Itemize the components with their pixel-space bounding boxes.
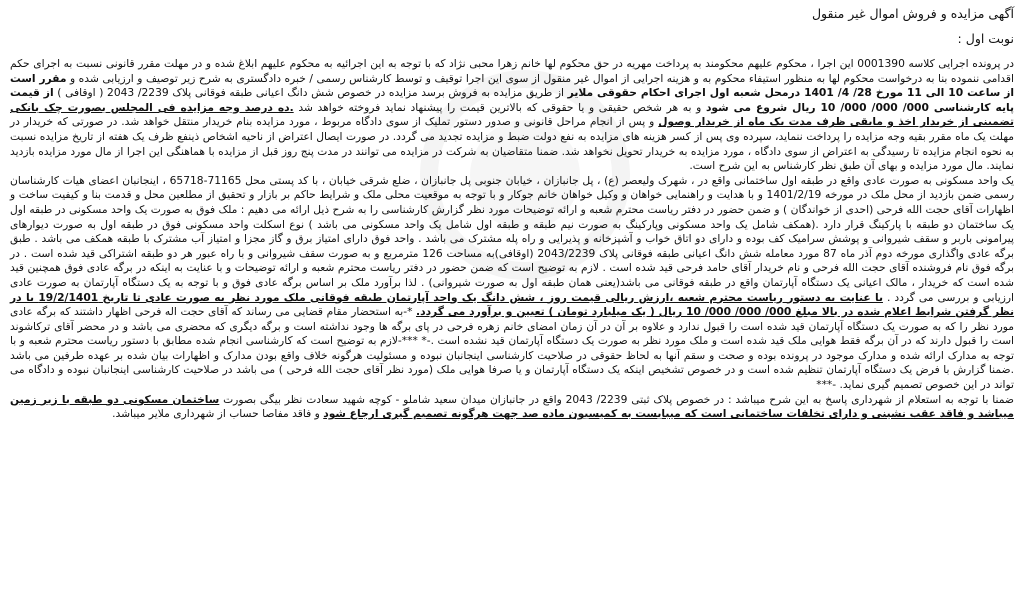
text-run: از طریق مزایده به فروش برسد مزایده در خصوص شش دانگ اعیانی طبقه فوقانی پلاک 2239/ 2043 ( اوقافی ): [53, 86, 568, 100]
text-run: و به هر شخص حقیقی و یا حقوقی که بالاترین قیمت را پیشنهاد نماید فروخته خواهد شد: [293, 100, 706, 114]
text-run: *-به استحضار مقام قضایی می رساند که آقای حجت اله فرحی اظهار داشتند که برگه عادی مورد نظر را که به صورت یک دستگاه آپارتمان قید شده است را قبول ندارد و علاوه بر آن در آن زمان امضای خانم زهره فرحی در پای برگه ها وجود نداشته است و برگه دیگری که محضری می باشد و در محضر آقای ترکاشوند است را قبول دارند که در آن برگه فقط هوایی ملک قید شده است و ملک مورد نظر به صورت یک دستگاه آپارتمان قید نشده است .-* ***-لازم به توضیح است که کارشناسی انجام شده مطابق با دستور ریاست محترم شعبه و با توجه به مدارک ارائه شده و مدارک موجود در پرونده بوده و صحت و سقم آنها به لحاظ حقوقی در صلاحیت کارشناسی اینجانبان نبوده و مسئولیت هرگونه خلاف واقع بودن مدارک و اظهارات بیان شده بر عهده طرفین می باشد .ضمنا گزارش با فرض یک دستگاه آپارتمان تنظیم شده است و در خصوص تشخیص اینکه یک دستگاه آپارتمان و یا صرفا هوایی ملک (مورد نظر آقای حجت الله فرحی ) می باشد در صلاحیت کارشناسی اینجانبان نبوده و دادگاه می تواند در این خصوص تصمیم گیری نماید. -***: [10, 305, 1014, 392]
deposit-terms: .ده درصد وجه مزایده فی المجلس بصورت چک بانکی تضمینی از خریدار اخذ و مابقی ظرف مدت یک ماه از خریدار وصول: [10, 100, 1014, 129]
text-run: و پس از انجام مراحل قانونی و صدور دستور تملیک از سوی دادگاه مربوط ، مورد مزایده بنام خریدار منتقل خواهد شد. در صورتی که خریدار در مهلت یک ماه مقرر بقیه وجه مزایده را پرداخت ننماید، سپرده وی پس از کسر هزینه های مزایده به نفع دولت ضبط و مزایده تجدید می گردد. در صورت ایصال اعتراض از ناحیه اشخاص ذینفع ظرف یک هفته از تاریخ مزایده نسبت به نحوه انجام مزایده تا رسیدگی به اعتراض از سوی دادگاه ، مورد مزایده به خریدار تحویل نخواهد شد. ضمنا متقاضیان به شرکت در مزایده می توانند در مدت پنج روز قبل از مزایده با هماهنگی این اجرا از مال مورد مزایده بازدید نمایند. مال مورد مزایده و بهای آن طبق نظر کارشناس به این شرح است.: [10, 115, 1014, 173]
valuation-statement: با عنایت به دستور ریاست محترم شعبه ،ارزش ریالی قیمت روز ، شش دانگ یک واحد آپارتمان طبقه فوقانی ملک مورد نظر به صورت عادی تا تاریخ 19/2/1401 با در نظر گرفتن شرایط اعلام شده در بالا مبلغ 000/ 000/ 000/ 10 ریال ( یک میلیارد تومان ) تعیین و برآورد می گردد.: [10, 290, 1015, 319]
base-price: از قیمت پایه کارشناسی 000/ 000/ 000/ 10 ریال شروع می شود: [10, 86, 1014, 114]
notice-title: آگهی مزایده و فروش اموال غیر منقول: [811, 6, 1014, 21]
violation-statement: ساختمان مسکونی دو طبقه با زیر زمین میباشد و فاقد عقب نشینی و دارای تخلفات ساختمانی است که میبایست به کمیسیون ماده صد جهت هرگونه تصمیم گیری ارجاع شود: [10, 392, 1014, 421]
seal-watermark-center: [470, 120, 580, 230]
text-run: یک واحد مسکونی به صورت عادی واقع در طبقه اول ساختمانی واقع در ، شهرک ولیعصر (ع) ، پل جانبازان ، خیابان جنوبی پل جانبازان ، ضلع شرقی خیابان ، با کد پستی محل 71165-65718 ، اینجانبان اعضای هیات کارشناسان رسمی ضمن بازدید از محل ملک در مورخه 1401/2/19 و با هدایت و راهنمایی خواهان و وکیل خواهان خانم جوکار و با توجه به موقعیت محلی ملک و شرایط حاکم بر بازار و تحقیق از مطلعین محل و قدمت بنا و کیفیت ساخت و اظهارات آقای حجت الله فرحی (احدی از خواندگان ) و ضمن حضور در دفتر ریاست محترم شعبه و ارائه توضیحات مورد نظر گزارش کارشناسی را به شرح ذیل ارائه می دهیم : ملک فوق به صورت یک واحد مسکونی در طبقه اول یک ساختمان دو طبقه با پارکینگ قرار دارد .(همکف شامل یک واحد مسکونی وپارکینگ به صورت نیم طبقه و طبقه اول شامل یک واحد مسکونی می باشد ) نوع اسکلت واحد مسکونی فوق در طبقه اول به صورت دیوارهای پیرامونی باربر و سقف شیروانی و پوشش سرامیک کف بوده و دارای دو اتاق خواب و آشپزخانه و پذیرایی و راه پله مشترک می باشد . واحد فوق دارای امتیاز برق و گاز مجزا و امتیاز آب مشترک با طبقه همکف می باشد . طبق برگه عادی واگذاری مورخه دوم آذر ماه 87 مورد معامله شش دانگ اعیانی طبقه فوقانی پلاک 2043/2239 (اوقافی)به مساحت 126 مترمربع و به صورت سقف شیروانی و با راه عبور هر دو طبقه اشتراکی قید شده است . در برگه فوق نام فروشنده آقای حجت الله فرحی و نام خریدار آقای حامد فرحی قید شده است . لازم به توضیح است که ضمن حضور در دفتر ریاست محترم شعبه و ارائه توضیحات و با عنایت به اینکه در برگه عادی فوق همچنین قید شده است که خریدار ، مالک اعیانی یک دستگاه آپارتمان واقع در طبقه فوقانی می باشد(یعنی همان طبقه اول به صورت شیروانی) . لذا برآورد ملک بر اساس برگه عادی فوق و با توجه به یک دستگاه آپارتمان به صورت عادی ارزیابی و بررسی می گردد .: [10, 173, 1015, 304]
auction-time-place: مقرر است از ساعت 10 الی 11 مورخ 28/ 4/ 1401 درمحل شعبه اول اجرای احکام حقوقی ملایر: [10, 71, 1015, 100]
text-run: در پرونده اجرایی کلاسه 0001390 این اجرا ، محکوم علیهم محکومند به پرداخت مهریه در حق محکوم لها خانم زهرا محبی نژاد که با توجه به این اجرائیه به محکوم علیهم ابلاغ شده و در مهلت مقرر قانونی نسبت به اجرای حکم اقدامی ننموده بنا به درخواست محکوم لها به منظور استیفاء محکوم به و هزینه اجرایی از اموال غیر منقول از سوی این اجرا توقیف و توسط کارشناس رسمی / خبره دادگستری به شرح زیر توصیف و ارزیابی شده و: [10, 57, 1015, 85]
text-run: ضمنا با توجه به استعلام از شهرداری پاسخ به این شرح میباشد : در خصوص پلاک ثبتی 2239/ 2043 واقع در جانبازان میدان سعید شاملو - کوچه شهید سعادت نظر بیگی بصورت: [219, 392, 1014, 406]
text-run: و فاقد مفاصا حساب از شهرداری ملایر میباشد.: [112, 407, 324, 421]
notice-round: نوبت اول :: [957, 31, 1014, 46]
municipality-inquiry-paragraph: [10, 393, 1014, 422]
